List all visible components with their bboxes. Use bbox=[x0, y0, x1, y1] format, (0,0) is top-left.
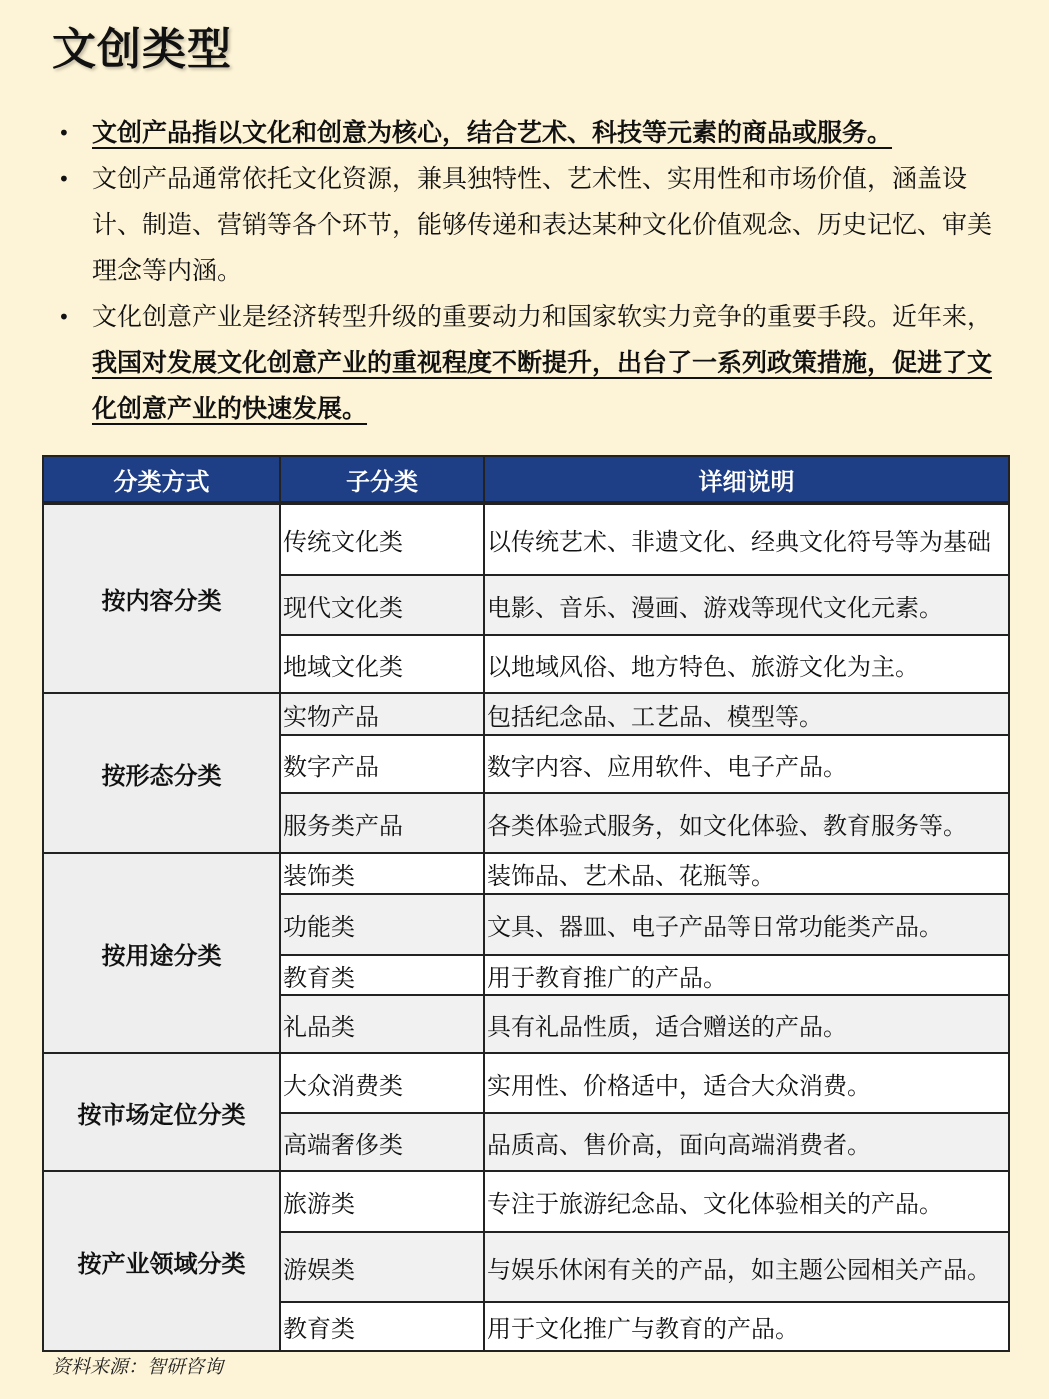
detail-cell: 包括纪念品、工艺品、模型等。 bbox=[484, 693, 1009, 735]
table-row bbox=[43, 1053, 1009, 1113]
bullet-item bbox=[52, 110, 1002, 156]
subcategory-cell: 教育类 bbox=[280, 955, 484, 995]
detail-cell: 具有礼品性质，适合赠送的产品。 bbox=[484, 995, 1009, 1053]
subcategory-cell: 服务类产品 bbox=[280, 793, 484, 853]
header-detail: 详细说明 bbox=[484, 456, 1009, 503]
bullet-dot-icon: • bbox=[58, 167, 70, 191]
detail-cell: 数字内容、应用软件、电子产品。 bbox=[484, 735, 1009, 793]
subcategory-cell: 教育类 bbox=[280, 1302, 484, 1351]
subcategory-cell: 旅游类 bbox=[280, 1171, 484, 1232]
category-cell: 按内容分类 bbox=[43, 503, 280, 693]
subcategory-cell: 礼品类 bbox=[280, 995, 484, 1053]
detail-cell: 以地域风俗、地方特色、旅游文化为主。 bbox=[484, 635, 1009, 693]
category-cell: 按产业领域分类 bbox=[43, 1171, 280, 1351]
detail-cell: 用于教育推广的产品。 bbox=[484, 955, 1009, 995]
category-cell: 按形态分类 bbox=[43, 693, 280, 853]
category-cell: 按用途分类 bbox=[43, 853, 280, 1053]
page-title: 文创类型 bbox=[52, 24, 232, 75]
header-category: 分类方式 bbox=[43, 456, 280, 503]
detail-cell: 与娱乐休闲有关的产品，如主题公园相关产品。 bbox=[484, 1232, 1009, 1302]
bullet-text-emphasis: 我国对发展文化创意产业的重视程度不断提升，出台了一系列政策措施，促进了文化创意产业的快速发展。 bbox=[92, 348, 993, 423]
subcategory-cell: 大众消费类 bbox=[280, 1053, 484, 1113]
bullet-dot-icon: • bbox=[58, 305, 70, 329]
source-note: 资料来源：智研咨询 bbox=[52, 1356, 224, 1378]
detail-cell: 电影、音乐、漫画、游戏等现代文化元素。 bbox=[484, 575, 1009, 635]
classification-table bbox=[42, 455, 1010, 1352]
bullet-text: 文化创意产业是经济转型升级的重要动力和国家软实力竞争的重要手段。近年来， bbox=[92, 302, 993, 331]
subcategory-cell: 数字产品 bbox=[280, 735, 484, 793]
detail-cell: 文具、器皿、电子产品等日常功能类产品。 bbox=[484, 894, 1009, 955]
bullet-list bbox=[52, 110, 1002, 432]
detail-cell: 品质高、售价高，面向高端消费者。 bbox=[484, 1113, 1009, 1171]
detail-cell: 专注于旅游纪念品、文化体验相关的产品。 bbox=[484, 1171, 1009, 1232]
detail-cell: 实用性、价格适中，适合大众消费。 bbox=[484, 1053, 1009, 1113]
subcategory-cell: 现代文化类 bbox=[280, 575, 484, 635]
bullet-item bbox=[52, 156, 1002, 294]
table-row bbox=[43, 1171, 1009, 1232]
detail-cell: 用于文化推广与教育的产品。 bbox=[484, 1302, 1009, 1351]
table-row bbox=[43, 503, 1009, 575]
category-cell: 按市场定位分类 bbox=[43, 1053, 280, 1171]
detail-cell: 各类体验式服务，如文化体验、教育服务等。 bbox=[484, 793, 1009, 853]
subcategory-cell: 实物产品 bbox=[280, 693, 484, 735]
bullet-text: 文创产品通常依托文化资源，兼具独特性、艺术性、实用性和市场价值，涵盖设计、制造、营销等各个环节，能够传递和表达某种文化价值观念、历史记忆、审美理念等内涵。 bbox=[92, 164, 993, 285]
bullet-dot-icon: • bbox=[58, 121, 70, 145]
detail-cell: 装饰品、艺术品、花瓶等。 bbox=[484, 853, 1009, 894]
header-subcategory: 子分类 bbox=[280, 456, 484, 503]
table-header-row bbox=[43, 456, 1009, 503]
bullet-text-emphasis: 文创产品指以文化和创意为核心，结合艺术、科技等元素的商品或服务。 bbox=[92, 118, 893, 147]
subcategory-cell: 装饰类 bbox=[280, 853, 484, 894]
subcategory-cell: 地域文化类 bbox=[280, 635, 484, 693]
bullet-item bbox=[52, 294, 1002, 432]
detail-cell: 以传统艺术、非遗文化、经典文化符号等为基础 bbox=[484, 503, 1009, 575]
subcategory-cell: 高端奢侈类 bbox=[280, 1113, 484, 1171]
table-row bbox=[43, 693, 1009, 735]
table-row bbox=[43, 853, 1009, 894]
subcategory-cell: 游娱类 bbox=[280, 1232, 484, 1302]
subcategory-cell: 功能类 bbox=[280, 894, 484, 955]
subcategory-cell: 传统文化类 bbox=[280, 503, 484, 575]
